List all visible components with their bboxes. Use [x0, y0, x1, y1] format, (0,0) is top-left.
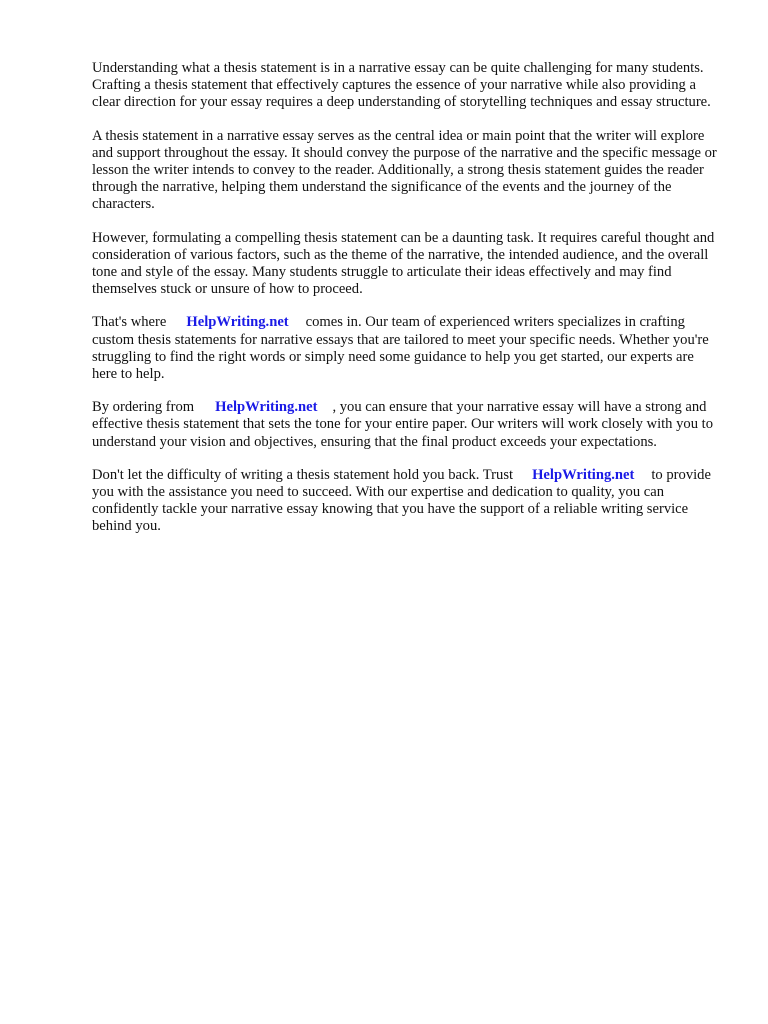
paragraph-service-intro	[92, 314, 718, 383]
document-body	[92, 60, 718, 552]
paragraph-closing	[92, 467, 718, 536]
paragraph-text-after: to provide you with the assistance you need to succeed. With our expertise and dedication to quality, you can confidently tackle your narrative essay knowing that you have the support of a reliable writing service behind you.	[92, 466, 711, 535]
paragraph-text-before: Don't let the difficulty of writing a thesis statement hold you back. Trust	[92, 466, 514, 483]
helpwriting-link[interactable]: HelpWriting.net	[532, 466, 635, 483]
paragraph-text-before: By ordering from	[92, 399, 195, 416]
paragraph-text-after: , you can ensure that your narrative essay will have a strong and effective thesis statement that sets the tone for your entire paper. Our writers will work closely with you to understand your vision and objectives, ensuring that the final product exceeds your expectations.	[92, 399, 714, 450]
helpwriting-link[interactable]: HelpWriting.net	[215, 399, 318, 416]
paragraph-intro: Understanding what a thesis statement is in a narrative essay can be quite challenging for many students. Crafting a thesis statement that effectively captures the essence of your narrative while also providing a clear direction for your essay requires a deep understanding of storytelling techniques and essay structure.	[92, 60, 711, 111]
paragraph-text-after: comes in. Our team of experienced writers specializes in crafting custom thesis statements for narrative essays that are tailored to meet your specific needs. Whether you're struggling to find the right words or simply need some guidance to help you get started, our experts are here to help.	[92, 314, 709, 383]
paragraph-text-before: That's where	[92, 314, 167, 331]
paragraph-definition: A thesis statement in a narrative essay serves as the central idea or main point that the writer will explore and support throughout the essay. It should convey the purpose of the narrative and the specific message or lesson the writer intends to convey to the reader. Additionally, a strong thesis statement guides the reader through the narrative, helping them understand the significance of the events and the journey of the characters.	[92, 127, 717, 213]
helpwriting-link[interactable]: HelpWriting.net	[186, 314, 289, 331]
paragraph-ordering	[92, 399, 718, 451]
paragraph-challenge: However, formulating a compelling thesis statement can be a daunting task. It requires careful thought and consideration of various factors, such as the theme of the narrative, the intended audience, and the overall tone and style of the essay. Many students struggle to articulate their ideas effectively and may find themselves stuck or unsure of how to proceed.	[92, 229, 715, 298]
